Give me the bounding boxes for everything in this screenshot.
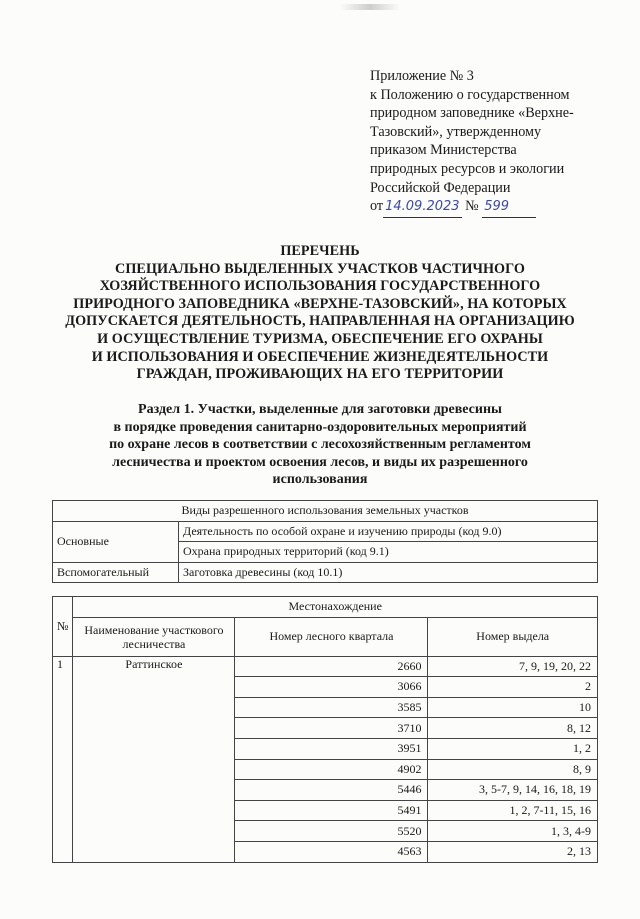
appendix-line: к Положению о государственном: [370, 86, 570, 103]
plot-cell: 2, 13: [428, 841, 598, 862]
location-table: [52, 596, 598, 863]
title-line: ГРАЖДАН, ПРОЖИВАЮЩИХ НА ЕГО ТЕРРИТОРИИ: [136, 366, 504, 383]
number-label: №: [465, 198, 479, 215]
plot-cell: 7, 9, 19, 20, 22: [428, 656, 598, 677]
section-line: по охране лесов в соответствии с лесохозяйственным регламентом: [109, 437, 531, 453]
section-line: в порядке проведения санитарно-оздоровительных мероприятий: [113, 419, 527, 435]
table-row: [53, 656, 598, 677]
plot-cell: 10: [428, 697, 598, 718]
plot-cell: 8, 12: [428, 718, 598, 739]
quarter-cell: 3585: [235, 697, 428, 718]
plot-cell: 2: [428, 677, 598, 698]
title-line: И ОСУЩЕСТВЛЕНИЕ ТУРИЗМА, ОБЕСПЕЧЕНИЕ ЕГО ОХРАНЫ: [97, 330, 543, 347]
quarter-cell: 3710: [235, 718, 428, 739]
from-label: от: [370, 198, 384, 215]
title-line: ПЕРЕЧЕНЬ: [280, 243, 360, 259]
main-use-label: Основные: [53, 521, 179, 562]
appendix-line: приказом Министерства: [370, 142, 517, 159]
aux-use-item: Заготовка древесины (код 10.1): [179, 562, 598, 583]
plot-cell: 1, 3, 4-9: [428, 821, 598, 842]
aux-use-label: Вспомогательный: [53, 562, 179, 583]
plot-cell: 8, 9: [428, 759, 598, 780]
quarter-column-header: Номер лесного квартала: [235, 617, 428, 656]
main-use-item: Деятельность по особой охране и изучению природы (код 9.0): [179, 521, 598, 542]
section-line: использования: [272, 472, 368, 488]
plot-cell: 3, 5-7, 9, 14, 16, 18, 19: [428, 780, 598, 801]
num-header: №: [53, 597, 73, 657]
title-line: СПЕЦИАЛЬНО ВЫДЕЛЕННЫХ УЧАСТКОВ ЧАСТИЧНОГО: [115, 260, 525, 277]
scan-artifact: [340, 4, 400, 10]
forestry-column-header: Наименование участкового лесничества: [73, 617, 235, 656]
quarter-cell: 4902: [235, 759, 428, 780]
quarter-cell: 5520: [235, 821, 428, 842]
quarter-cell: 2660: [235, 656, 428, 677]
quarter-cell: 5446: [235, 780, 428, 801]
quarter-cell: 3066: [235, 677, 428, 698]
group-number: 1: [53, 656, 73, 862]
appendix-line: природном заповеднике «Верхне-: [370, 105, 574, 122]
appendix-line: природных ресурсов и экологии: [370, 160, 565, 177]
plot-cell: 1, 2, 7-11, 15, 16: [428, 800, 598, 821]
title-line: ДОПУСКАЕТСЯ ДЕЯТЕЛЬНОСТЬ, НАПРАВЛЕННАЯ НА ОРГАНИЗАЦИЮ: [65, 313, 575, 330]
title-line: ХОЗЯЙСТВЕННОГО ИСПОЛЬЗОВАНИЯ ГОСУДАРСТВЕННОГО: [99, 278, 541, 295]
appendix-line: Российской Федерации: [370, 179, 511, 196]
appendix-line: Приложение № 3: [370, 68, 474, 84]
quarter-cell: 5491: [235, 800, 428, 821]
document-title: [30, 243, 610, 384]
forestry-name: Раттинское: [73, 656, 235, 862]
title-line: ПРИРОДНОГО ЗАПОВЕДНИКА «ВЕРХНЕ-ТАЗОВСКИЙ», НА КОТОРЫХ: [73, 295, 567, 312]
handwritten-date: 14.09.2023: [383, 198, 461, 218]
handwritten-number: 599: [482, 198, 536, 218]
title-line: И ИСПОЛЬЗОВАНИЯ И ОБЕСПЕЧЕНИЕ ЖИЗНЕДЕЯТЕЛЬНОСТИ: [91, 348, 549, 365]
quarter-cell: 3951: [235, 738, 428, 759]
appendix-block: [370, 67, 620, 218]
quarter-cell: 4563: [235, 841, 428, 862]
section-heading: [40, 401, 600, 489]
land-use-table: [52, 500, 598, 583]
main-use-item: Охрана природных территорий (код 9.1): [179, 542, 598, 563]
plot-column-header: Номер выдела: [428, 617, 598, 656]
location-header: Местонахождение: [73, 597, 598, 618]
plot-cell: 1, 2: [428, 738, 598, 759]
appendix-line: Тазовский», утвержденному: [370, 123, 542, 140]
appendix-date-line: [370, 197, 620, 218]
land-use-header: Виды разрешенного использования земельных участков: [53, 501, 598, 522]
section-line: Раздел 1. Участки, выделенные для заготовки древесины: [138, 402, 502, 417]
section-line: лесничества и проектом освоения лесов, и виды их разрешенного: [112, 454, 528, 470]
